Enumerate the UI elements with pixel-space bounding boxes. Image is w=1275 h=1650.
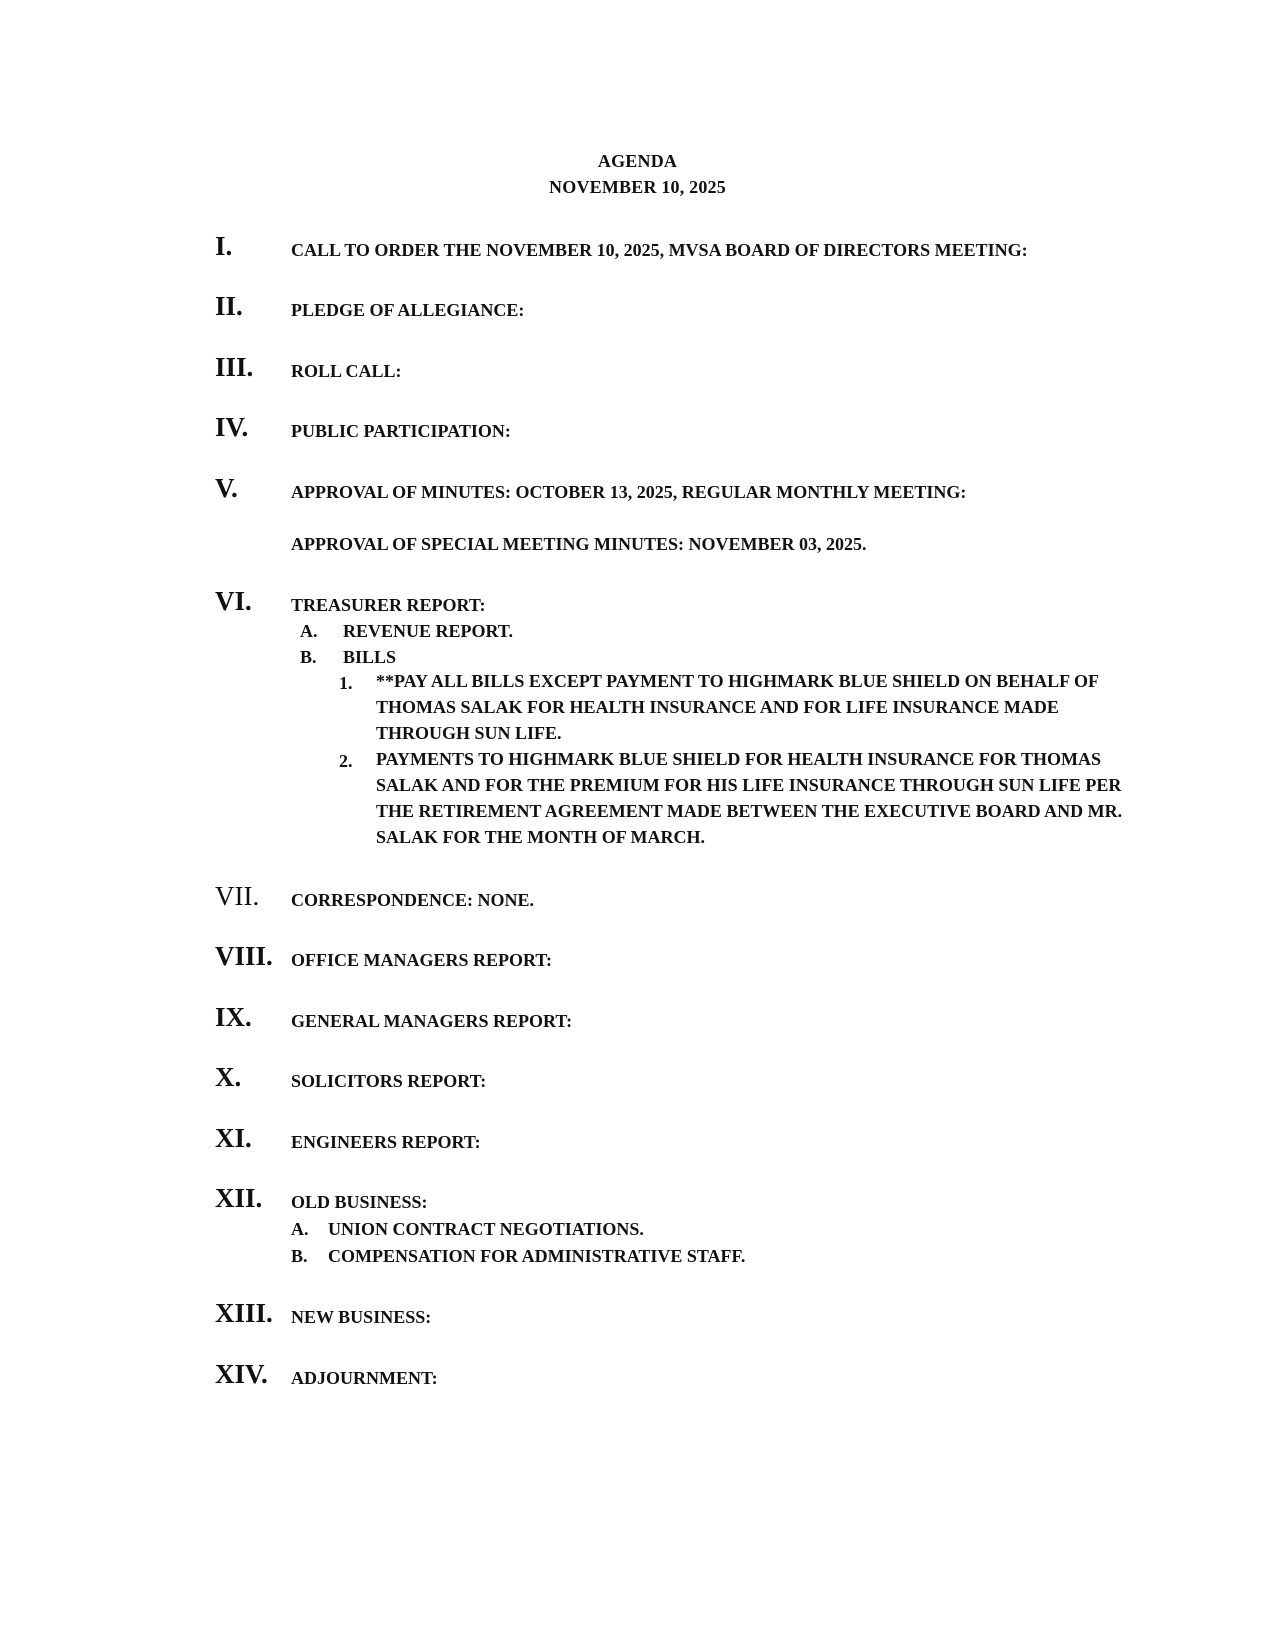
point-text-1: **PAY ALL BILLS EXCEPT PAYMENT TO HIGHMARK BLUE SHIELD ON BEHALF OF THOMAS SALAK FOR HEALTH INSURANCE AND FOR LIFE INSURANCE MADE THROUGH SUN LIFE. xyxy=(376,671,1099,743)
item-number-4: IV. xyxy=(215,412,249,442)
item-number-11: XI. xyxy=(215,1123,252,1153)
item-text-6: TREASURER REPORT: xyxy=(291,595,486,615)
item-text-2: PLEDGE OF ALLEGIANCE: xyxy=(291,300,525,320)
agenda-date: NOVEMBER 10, 2025 xyxy=(549,177,726,197)
item-text-4: PUBLIC PARTICIPATION: xyxy=(291,421,511,441)
item-text-1: CALL TO ORDER THE NOVEMBER 10, 2025, MVSA BOARD OF DIRECTORS MEETING: xyxy=(291,240,1028,260)
item-text-10: SOLICITORS REPORT: xyxy=(291,1071,487,1091)
sub-text-6b: BILLS xyxy=(343,647,397,667)
point-number-1: 1. xyxy=(339,673,353,693)
sub-letter-12a: A. xyxy=(291,1219,309,1239)
item-number-1: I. xyxy=(215,231,233,261)
sub-letter-6b: B. xyxy=(300,647,317,667)
item-number-10: X. xyxy=(215,1062,242,1092)
item-number-2: II. xyxy=(215,291,243,321)
item-number-8: VIII. xyxy=(215,941,273,971)
point-number-2: 2. xyxy=(339,751,353,771)
item-number-5: V. xyxy=(215,473,238,503)
item-number-14: XIV. xyxy=(215,1359,268,1389)
item-number-9: IX. xyxy=(215,1002,252,1032)
item-text-8: OFFICE MANAGERS REPORT: xyxy=(291,950,553,970)
item-number-7: VII. xyxy=(215,881,260,911)
item-text-11: ENGINEERS REPORT: xyxy=(291,1132,481,1152)
item-number-3: III. xyxy=(215,352,254,382)
item-number-12: XII. xyxy=(215,1183,263,1213)
sub-text-12b: COMPENSATION FOR ADMINISTRATIVE STAFF. xyxy=(328,1246,746,1266)
item-number-6: VI. xyxy=(215,586,252,616)
item-text-14: ADJOURNMENT: xyxy=(291,1368,438,1388)
item-text-5-extra: APPROVAL OF SPECIAL MEETING MINUTES: NOVEMBER 03, 2025. xyxy=(291,534,867,554)
item-text-3: ROLL CALL: xyxy=(291,361,402,381)
item-text-13: NEW BUSINESS: xyxy=(291,1307,432,1327)
sub-letter-12b: B. xyxy=(291,1246,308,1266)
item-number-13: XIII. xyxy=(215,1298,273,1328)
point-text-2: PAYMENTS TO HIGHMARK BLUE SHIELD FOR HEALTH INSURANCE FOR THOMAS SALAK AND FOR THE PREMIUM FOR HIS LIFE INSURANCE THROUGH SUN LIFE PER THE RETIREMENT AGREEMENT MADE BETWEEN THE EXECUTIVE BOARD AND MR. SALAK FOR THE MONTH OF MARCH. xyxy=(376,749,1123,847)
item-text-12: OLD BUSINESS: xyxy=(291,1192,428,1212)
sub-letter-6a: A. xyxy=(300,621,318,641)
item-text-5: APPROVAL OF MINUTES: OCTOBER 13, 2025, REGULAR MONTHLY MEETING: xyxy=(291,482,967,502)
item-text-7: CORRESPONDENCE: NONE. xyxy=(291,890,535,910)
sub-text-12a: UNION CONTRACT NEGOTIATIONS. xyxy=(328,1219,644,1239)
agenda-title: AGENDA xyxy=(597,151,678,171)
sub-text-6a: REVENUE REPORT. xyxy=(343,621,514,641)
item-text-9: GENERAL MANAGERS REPORT: xyxy=(291,1011,573,1031)
